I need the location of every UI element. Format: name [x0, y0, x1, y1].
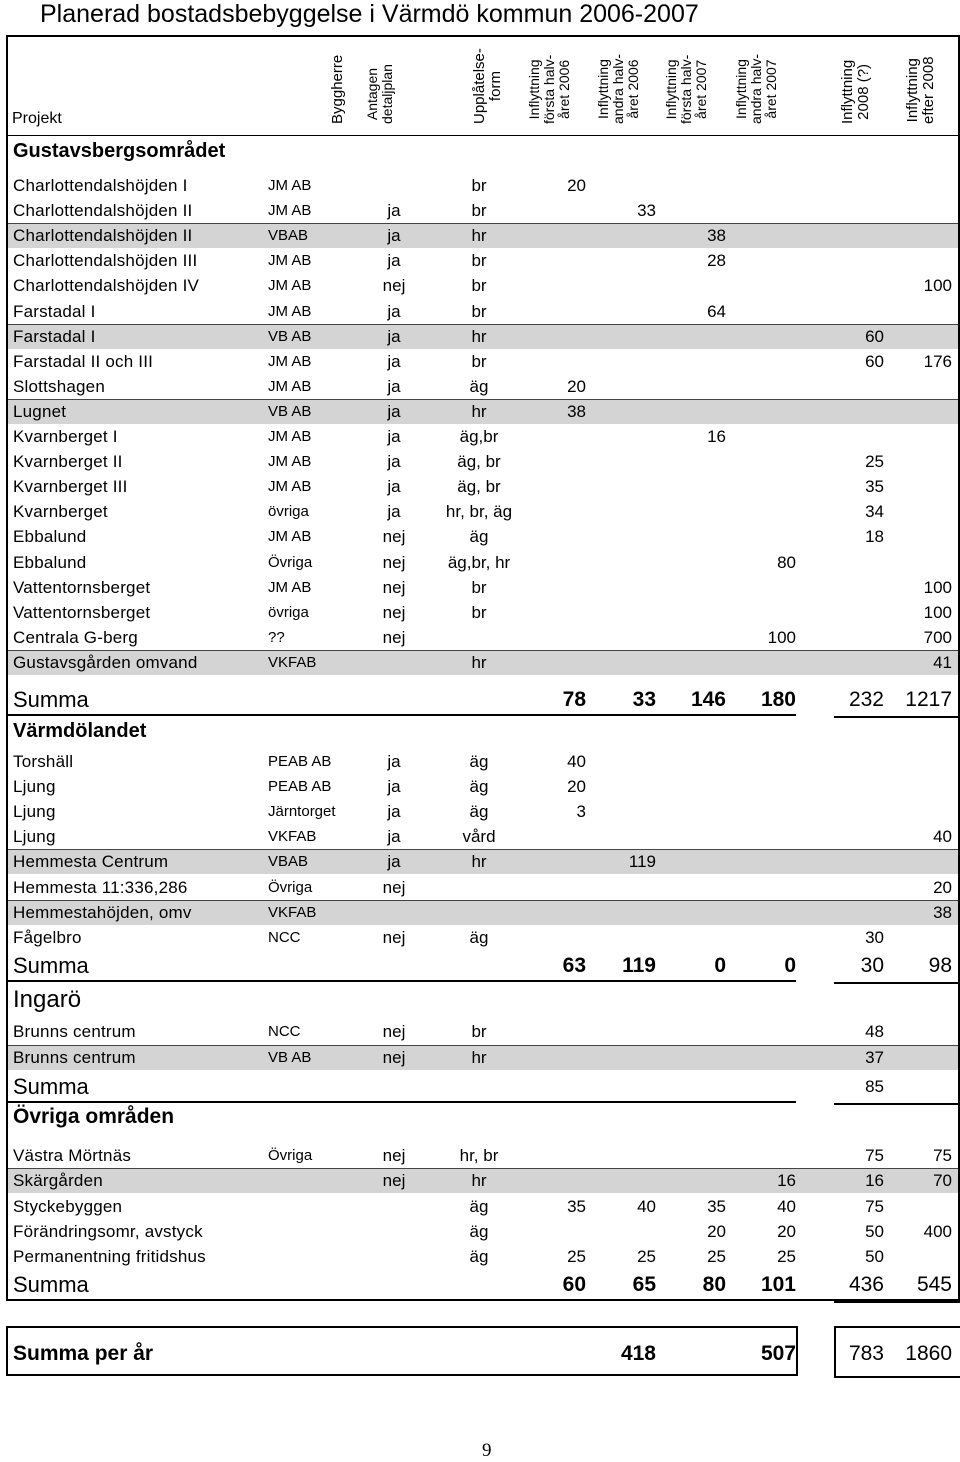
- cell-adp: nej: [382, 627, 406, 647]
- cell-upp: äg: [469, 927, 489, 947]
- cell-name: Brunns centrum: [13, 1022, 136, 1041]
- column-header-line: Inflyttning: [839, 59, 856, 124]
- cell-adp: ja: [387, 477, 401, 497]
- cell-upp: br: [471, 251, 487, 271]
- cell-name: Charlottendalshöjden III: [13, 251, 198, 271]
- cell-upp: br: [471, 602, 487, 622]
- table-row: [8, 349, 958, 374]
- cell-adp: nej: [382, 1022, 406, 1041]
- cell-n5: 25: [865, 452, 884, 472]
- cell-adp: nej: [382, 1171, 406, 1191]
- cell-n2: 25: [637, 1247, 656, 1267]
- table-row: [8, 1019, 958, 1044]
- table-row: [8, 449, 958, 474]
- cell-name: Hemmesta Centrum: [13, 852, 169, 872]
- table-row: [8, 223, 958, 248]
- cell-upp: hr, br, äg: [445, 502, 513, 522]
- column-header-line: Inflyttning: [663, 59, 679, 120]
- cell-upp: äg: [469, 1221, 489, 1241]
- summa-label: Summa: [13, 953, 89, 978]
- cell-adp: ja: [387, 852, 401, 872]
- cell-adp: ja: [387, 251, 401, 271]
- cell-n1: 35: [567, 1196, 586, 1216]
- cell-n5: 50: [865, 1221, 884, 1241]
- table-row: [8, 474, 958, 499]
- column-header-line: året 2006: [556, 59, 572, 119]
- cell-name: Ljung: [13, 802, 56, 822]
- cell-n5: 50: [865, 1247, 884, 1267]
- cell-adp: ja: [387, 827, 401, 847]
- summa-n6: 1217: [905, 688, 952, 711]
- cell-adp: ja: [387, 802, 401, 822]
- cell-n5: 35: [865, 477, 884, 497]
- cell-adp: ja: [387, 401, 401, 421]
- cell-n6: 20: [933, 877, 952, 897]
- cell-n6: 70: [933, 1171, 952, 1191]
- cell-n1: 3: [576, 802, 586, 822]
- header-projekt: Projekt: [12, 110, 62, 127]
- table-row: [8, 1244, 958, 1269]
- summa-underline: [834, 716, 960, 718]
- cell-dev: JM AB: [268, 578, 312, 596]
- cell-dev: JM AB: [268, 377, 312, 395]
- column-header-line: Upplåtelse-: [471, 48, 488, 124]
- cell-name: Farstadal II och III: [13, 351, 154, 371]
- table-row: [8, 575, 958, 600]
- cell-upp: äg: [469, 527, 489, 547]
- cell-dev: VKFAB: [268, 903, 317, 921]
- table-row: [8, 299, 958, 324]
- cell-name: Gustavsgården omvand: [13, 652, 198, 672]
- cell-n6: 700: [923, 627, 952, 647]
- cell-name: Förändringsomr, avstyck: [13, 1221, 203, 1241]
- cell-adp: ja: [387, 351, 401, 371]
- column-header-upplatelse: [472, 48, 504, 124]
- cell-name: Charlottendalshöjden IV: [13, 276, 200, 296]
- cell-dev: JM AB: [268, 428, 312, 445]
- cell-dev: övriga: [268, 603, 309, 621]
- summa-n1: 78: [562, 688, 586, 711]
- cell-name: Charlottendalshöjden II: [13, 201, 193, 221]
- cell-adp: ja: [387, 427, 401, 446]
- section-heading: Värmdölandet: [13, 720, 147, 742]
- table-row: [8, 1143, 958, 1168]
- cell-upp: äg: [469, 752, 489, 771]
- cell-n3: 38: [707, 226, 726, 246]
- summa-underline: [8, 980, 796, 982]
- summa-n5: 30: [860, 954, 884, 977]
- cell-name: Torshäll: [13, 752, 74, 771]
- cell-n2: 33: [637, 201, 656, 221]
- table-row: [8, 248, 958, 273]
- cell-name: Brunns centrum: [13, 1047, 136, 1067]
- cell-n1: 25: [567, 1247, 586, 1267]
- cell-n5: 16: [865, 1171, 884, 1191]
- summa-n5: 85: [865, 1077, 884, 1096]
- table-row: [8, 524, 958, 549]
- cell-upp: äg: [469, 376, 489, 396]
- cell-adp: nej: [382, 602, 406, 622]
- cell-n6: 75: [933, 1146, 952, 1165]
- cell-n2: 40: [637, 1196, 656, 1216]
- cell-upp: äg,br, hr: [447, 552, 511, 572]
- column-header-line: första halv-: [541, 54, 557, 124]
- cell-adp: nej: [382, 577, 406, 597]
- column-header-line: Inflyttning: [526, 59, 542, 120]
- summa-label: Summa: [13, 1074, 89, 1099]
- cell-n5: 60: [865, 351, 884, 371]
- table-row: [8, 1194, 958, 1219]
- column-header-line: andra halv-: [610, 53, 626, 124]
- cell-name: Styckebyggen: [13, 1196, 123, 1216]
- cell-upp: äg: [469, 1196, 489, 1216]
- table-row: [8, 550, 958, 575]
- cell-upp: hr: [471, 326, 487, 346]
- cell-n4: 100: [767, 627, 796, 647]
- table-row: [8, 925, 958, 950]
- cell-upp: br: [471, 351, 487, 371]
- cell-n3: 28: [707, 251, 726, 271]
- cell-adp: ja: [387, 777, 401, 797]
- column-header-n4: [734, 54, 779, 124]
- cell-dev: JM AB: [268, 528, 312, 546]
- cell-name: Ebbalund: [13, 552, 87, 572]
- cell-adp: nej: [382, 527, 406, 547]
- table-row: [8, 849, 958, 874]
- table-row: [8, 273, 958, 298]
- cell-n5: 37: [865, 1047, 884, 1067]
- summa-n2: 65: [632, 1273, 656, 1296]
- cell-upp: äg,br: [459, 427, 499, 446]
- cell-n6: 40: [933, 827, 952, 847]
- cell-upp: br: [471, 1022, 487, 1041]
- cell-upp: hr: [471, 852, 487, 872]
- cell-name: Ebbalund: [13, 527, 87, 547]
- column-header-line: Byggherre: [329, 54, 346, 124]
- cell-dev: JM AB: [268, 352, 312, 370]
- cell-n5: 48: [865, 1022, 884, 1041]
- cell-upp: äg: [469, 802, 489, 822]
- summa-row: [8, 684, 958, 716]
- column-header-n6: [905, 56, 937, 124]
- cell-name: Fågelbro: [13, 927, 82, 947]
- summa-n2: 33: [632, 688, 656, 711]
- column-header-line: första halv-: [678, 54, 694, 124]
- cell-upp: br: [471, 577, 487, 597]
- cell-name: Kvarnberget II: [13, 452, 123, 472]
- cell-dev: PEAB AB: [268, 753, 332, 770]
- column-header-n3: [664, 55, 709, 124]
- table-row: [8, 324, 958, 349]
- section-heading: Övriga områden: [13, 1105, 175, 1128]
- cell-upp: äg, br: [457, 452, 501, 472]
- summa-underline: [8, 714, 796, 716]
- cell-adp: ja: [387, 452, 401, 472]
- table-row: [8, 625, 958, 650]
- cell-adp: ja: [387, 376, 401, 396]
- cell-adp: ja: [387, 752, 401, 771]
- cell-dev: JM AB: [268, 252, 312, 270]
- column-header-line: året 2007: [693, 59, 709, 119]
- cell-adp: ja: [387, 201, 401, 221]
- summa-row: [8, 950, 958, 982]
- cell-n4: 25: [777, 1247, 796, 1267]
- table-row: [8, 198, 958, 223]
- column-header-n2: [596, 54, 641, 124]
- cell-n6: 38: [933, 902, 952, 922]
- cell-n6: 41: [933, 652, 952, 672]
- cell-adp: nej: [382, 276, 406, 296]
- cell-adp: ja: [387, 326, 401, 346]
- total-n5: 783: [848, 1342, 884, 1365]
- column-header-byggherre: [330, 55, 346, 124]
- cell-n3: 64: [707, 301, 726, 321]
- cell-name: Farstadal I: [13, 326, 96, 346]
- cell-n1: 20: [567, 777, 586, 797]
- cell-n1: 38: [567, 401, 586, 421]
- summa-underline: [834, 1103, 960, 1105]
- column-header-line: form: [487, 71, 504, 102]
- cell-dev: NCC: [268, 1023, 301, 1040]
- cell-upp: hr, br: [459, 1146, 499, 1165]
- cell-upp: hr: [471, 1171, 487, 1191]
- section-heading: Ingarö: [13, 986, 82, 1013]
- section-heading: Gustavsbergsområdet: [13, 140, 226, 162]
- table-row: [8, 1168, 958, 1193]
- cell-dev: NCC: [268, 928, 301, 946]
- cell-n5: 30: [865, 927, 884, 947]
- cell-name: Ljung: [13, 777, 56, 797]
- cell-name: Permanentning fritidshus: [13, 1247, 206, 1267]
- cell-upp: hr: [471, 401, 487, 421]
- cell-name: Skärgården: [13, 1171, 103, 1191]
- cell-n2: 119: [628, 852, 656, 872]
- table-row: [8, 399, 958, 424]
- cell-name: Charlottendalshöjden II: [13, 226, 193, 246]
- cell-name: Farstadal I: [13, 301, 96, 321]
- cell-dev: JM AB: [268, 202, 312, 220]
- cell-name: Vattentornsberget: [13, 602, 151, 622]
- total-label: Summa per år: [13, 1342, 154, 1365]
- cell-upp: hr: [471, 652, 487, 672]
- summa-n4: 101: [760, 1273, 796, 1296]
- cell-n6: 176: [923, 351, 952, 371]
- cell-dev: övriga: [268, 503, 309, 521]
- cell-dev: JM AB: [268, 478, 312, 496]
- cell-adp: nej: [382, 552, 406, 572]
- column-header-line: 2008 (?): [855, 63, 872, 120]
- table-row: [8, 173, 958, 198]
- cell-n6: 100: [923, 276, 952, 296]
- cell-n3: 20: [707, 1221, 726, 1241]
- summa-underline: [8, 1101, 796, 1103]
- cell-n4: 80: [777, 552, 796, 572]
- cell-upp: br: [471, 201, 487, 221]
- summa-underline: [8, 1299, 796, 1301]
- summa-n4: 180: [760, 688, 796, 711]
- summa-n3: 146: [690, 688, 726, 711]
- cell-name: Hemmestahöjden, omv: [13, 902, 192, 922]
- table-row: [8, 424, 958, 449]
- summa-underline: [834, 1301, 960, 1303]
- column-header-line: Antagen: [364, 67, 380, 121]
- column-header-line: efter 2008: [920, 56, 937, 124]
- cell-adp: ja: [387, 226, 401, 246]
- summa-label: Summa: [13, 687, 89, 712]
- cell-upp: br: [471, 176, 487, 195]
- cell-dev: Övriga: [268, 878, 313, 896]
- cell-name: Kvarnberget: [13, 502, 108, 522]
- cell-upp: br: [471, 301, 487, 321]
- cell-dev: VB AB: [268, 327, 312, 345]
- table-row: [8, 824, 958, 849]
- cell-dev: VBAB: [268, 853, 309, 871]
- cell-n5: 34: [865, 502, 884, 522]
- cell-dev: Järntorget: [268, 803, 336, 821]
- table-row: [8, 600, 958, 625]
- cell-name: Charlottendalshöjden I: [13, 176, 188, 195]
- summa-n3: 0: [714, 954, 726, 977]
- summa-per-ar-row: [8, 1336, 958, 1372]
- table-row: [8, 900, 958, 925]
- table-row: [8, 1045, 958, 1070]
- cell-adp: nej: [382, 1146, 406, 1165]
- cell-upp: br: [471, 276, 487, 296]
- cell-dev: VKFAB: [268, 828, 317, 846]
- cell-n1: 40: [567, 752, 586, 771]
- cell-upp: vård: [462, 827, 496, 847]
- summa-n5: 232: [848, 688, 884, 711]
- page-number: 9: [482, 1440, 492, 1461]
- cell-dev: Övriga: [268, 1147, 313, 1164]
- cell-name: Hemmesta 11:336,286: [13, 877, 188, 897]
- total-n4: 507: [760, 1342, 796, 1365]
- summa-n5: 436: [848, 1273, 884, 1296]
- cell-dev: PEAB AB: [268, 778, 332, 796]
- cell-n3: 25: [707, 1247, 726, 1267]
- cell-name: Ljung: [13, 827, 56, 847]
- cell-upp: äg, br: [457, 477, 501, 497]
- cell-dev: VB AB: [268, 402, 312, 420]
- column-header-line: året 2007: [763, 59, 779, 119]
- cell-n4: 20: [777, 1221, 796, 1241]
- column-header-line: året 2006: [625, 59, 641, 119]
- summa-n4: 0: [784, 954, 796, 977]
- column-header-n5: [840, 60, 872, 124]
- summa-n1: 60: [562, 1273, 586, 1296]
- page-title: Planerad bostadsbebyggelse i Värmdö kommun 2006-2007: [40, 0, 699, 28]
- cell-dev: VKFAB: [268, 653, 317, 671]
- cell-name: Kvarnberget I: [13, 427, 118, 446]
- table-row: [8, 799, 958, 824]
- cell-upp: hr: [471, 226, 487, 246]
- cell-dev: JM AB: [268, 177, 312, 194]
- cell-name: Vattentornsberget: [13, 577, 151, 597]
- column-header-antagen: [365, 64, 395, 124]
- cell-dev: Övriga: [268, 553, 313, 571]
- cell-dev: JM AB: [268, 453, 312, 471]
- summa-label: Summa: [13, 1272, 89, 1297]
- cell-dev: VB AB: [268, 1048, 312, 1066]
- cell-dev: ??: [268, 628, 285, 646]
- column-header-line: andra halv-: [748, 53, 764, 124]
- cell-adp: nej: [382, 877, 406, 897]
- cell-n1: 20: [567, 176, 586, 195]
- cell-n5: 75: [865, 1146, 884, 1165]
- cell-n6: 100: [923, 577, 952, 597]
- table-row: [8, 774, 958, 799]
- cell-n3: 35: [707, 1196, 726, 1216]
- column-header-line: Inflyttning: [595, 59, 611, 119]
- cell-dev: JM AB: [268, 302, 312, 320]
- cell-adp: nej: [382, 1047, 406, 1067]
- total-n6: 1860: [905, 1342, 952, 1365]
- cell-dev: JM AB: [268, 277, 312, 295]
- table-row: [8, 1219, 958, 1244]
- table-row: [8, 499, 958, 524]
- cell-n4: 40: [777, 1196, 796, 1216]
- cell-n5: 18: [865, 527, 884, 547]
- cell-adp: ja: [387, 502, 401, 522]
- cell-n6: 100: [923, 602, 952, 622]
- cell-name: Slottshagen: [13, 376, 105, 396]
- table-row: [8, 650, 958, 675]
- table-row: [8, 374, 958, 399]
- summa-underline: [834, 982, 960, 984]
- column-header-n1: [527, 55, 572, 124]
- cell-adp: ja: [387, 301, 401, 321]
- cell-n4: 16: [777, 1171, 796, 1191]
- cell-n5: 60: [865, 326, 884, 346]
- cell-dev: VBAB: [268, 227, 309, 245]
- column-header-line: detaljplan: [379, 64, 395, 124]
- cell-n5: 75: [865, 1196, 884, 1216]
- cell-name: Centrala G-berg: [13, 627, 138, 647]
- summa-n6: 98: [928, 954, 952, 977]
- cell-n6: 400: [923, 1221, 952, 1241]
- table-row: [8, 749, 958, 774]
- cell-n3: 16: [707, 427, 726, 446]
- summa-n2: 119: [622, 954, 656, 977]
- cell-name: Västra Mörtnäs: [13, 1146, 132, 1165]
- total-n2: 418: [620, 1342, 656, 1365]
- cell-name: Kvarnberget III: [13, 477, 128, 497]
- cell-n1: 20: [567, 376, 586, 396]
- cell-adp: nej: [382, 927, 406, 947]
- cell-upp: äg: [469, 1247, 489, 1267]
- column-header-line: Inflyttning: [904, 58, 921, 123]
- cell-upp: äg: [469, 777, 489, 797]
- table-row: [8, 875, 958, 900]
- summa-row: [8, 1269, 958, 1301]
- column-header-line: Inflyttning: [733, 59, 749, 119]
- cell-upp: hr: [471, 1047, 487, 1067]
- summa-n3: 80: [702, 1273, 726, 1296]
- cell-name: Lugnet: [13, 401, 67, 421]
- summa-n1: 63: [562, 954, 586, 977]
- summa-n6: 545: [916, 1273, 952, 1296]
- summa-row: [8, 1071, 958, 1103]
